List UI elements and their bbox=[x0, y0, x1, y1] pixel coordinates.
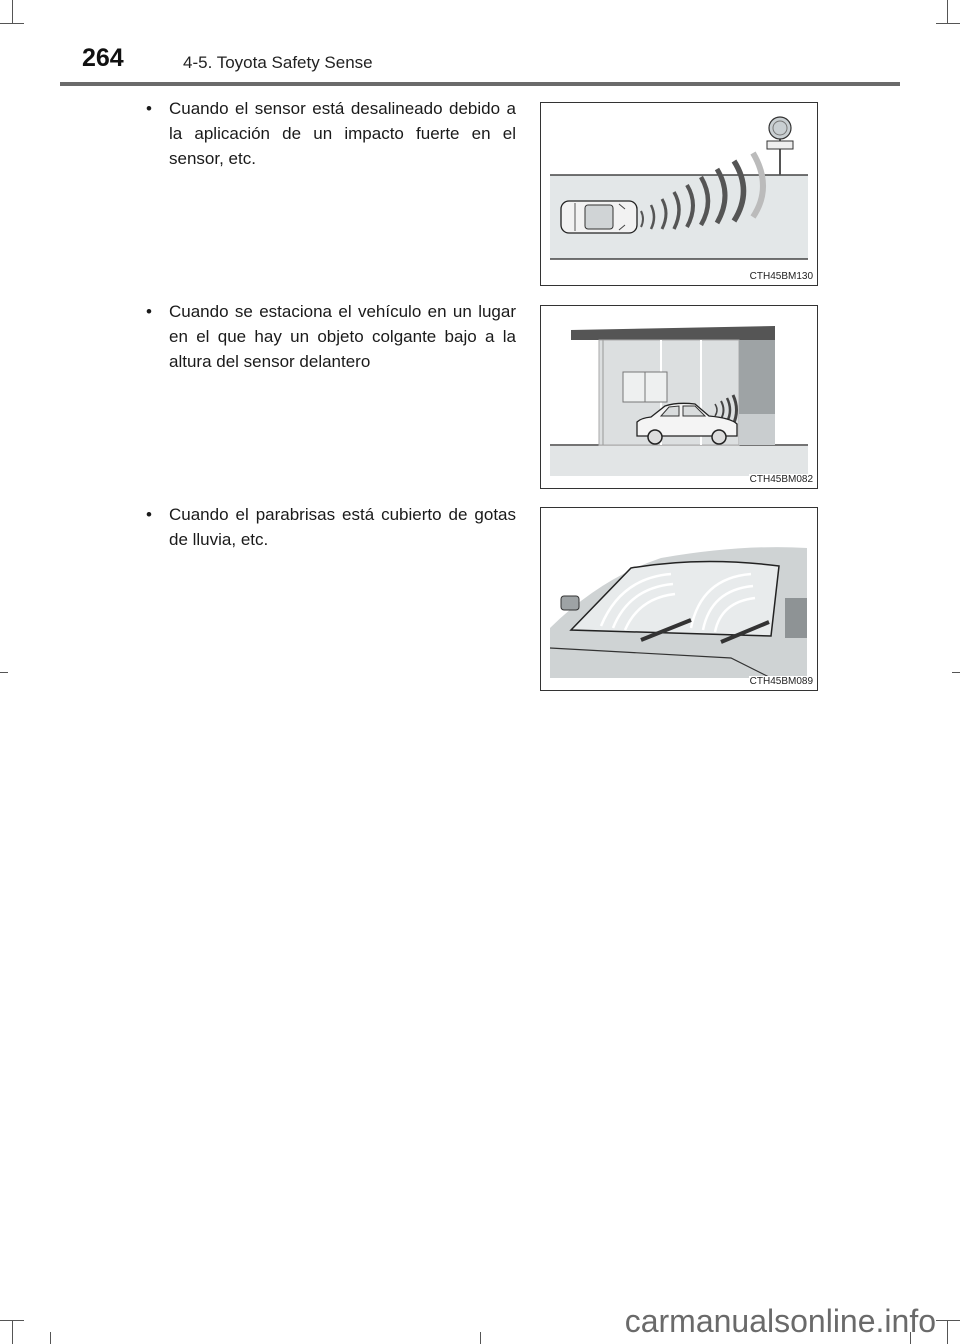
page-number: 264 bbox=[82, 44, 124, 72]
crop-mark bbox=[12, 0, 13, 24]
figure-hanging-object bbox=[540, 305, 818, 489]
illustration-misaligned-sensor bbox=[541, 103, 817, 285]
crop-mark bbox=[947, 0, 948, 24]
watermark[interactable]: carmanualsonline.info bbox=[624, 1303, 936, 1339]
crop-mark bbox=[50, 1332, 51, 1344]
illustration-rain-windshield bbox=[541, 508, 817, 690]
figure-sensor-misaligned bbox=[540, 102, 818, 286]
car-top-view-icon bbox=[561, 201, 637, 233]
crop-mark bbox=[0, 23, 24, 24]
list-item bbox=[146, 299, 516, 374]
figure-code: CTH45BM082 bbox=[749, 474, 813, 485]
crop-mark bbox=[0, 672, 8, 673]
crop-mark bbox=[936, 23, 960, 24]
bullet: • bbox=[146, 302, 152, 321]
bullet: • bbox=[146, 99, 152, 118]
crop-mark bbox=[12, 1320, 13, 1344]
header-rule bbox=[60, 82, 900, 86]
crop-mark bbox=[480, 1332, 481, 1344]
bullet: • bbox=[146, 505, 152, 524]
list-item bbox=[146, 96, 516, 171]
list-item bbox=[146, 502, 516, 552]
item-text: Cuando se estaciona el vehículo en un lugar en el que hay un objeto colgante bajo a la altura del sensor delantero bbox=[169, 302, 516, 371]
crop-mark bbox=[936, 1320, 960, 1321]
figure-code: CTH45BM089 bbox=[749, 676, 813, 687]
item-text: Cuando el sensor está desalineado debido a la aplicación de un impacto fuerte en el sensor, etc. bbox=[169, 99, 516, 168]
figure-rain-windshield bbox=[540, 507, 818, 691]
item-text: Cuando el parabrisas está cubierto de gotas de lluvia, etc. bbox=[169, 505, 516, 549]
crop-mark bbox=[952, 672, 960, 673]
section-title: 4-5. Toyota Safety Sense bbox=[183, 53, 373, 72]
crop-mark bbox=[947, 1320, 948, 1344]
illustration-parking-under-object bbox=[541, 306, 817, 488]
figure-code: CTH45BM130 bbox=[749, 271, 813, 282]
crop-mark bbox=[0, 1320, 24, 1321]
